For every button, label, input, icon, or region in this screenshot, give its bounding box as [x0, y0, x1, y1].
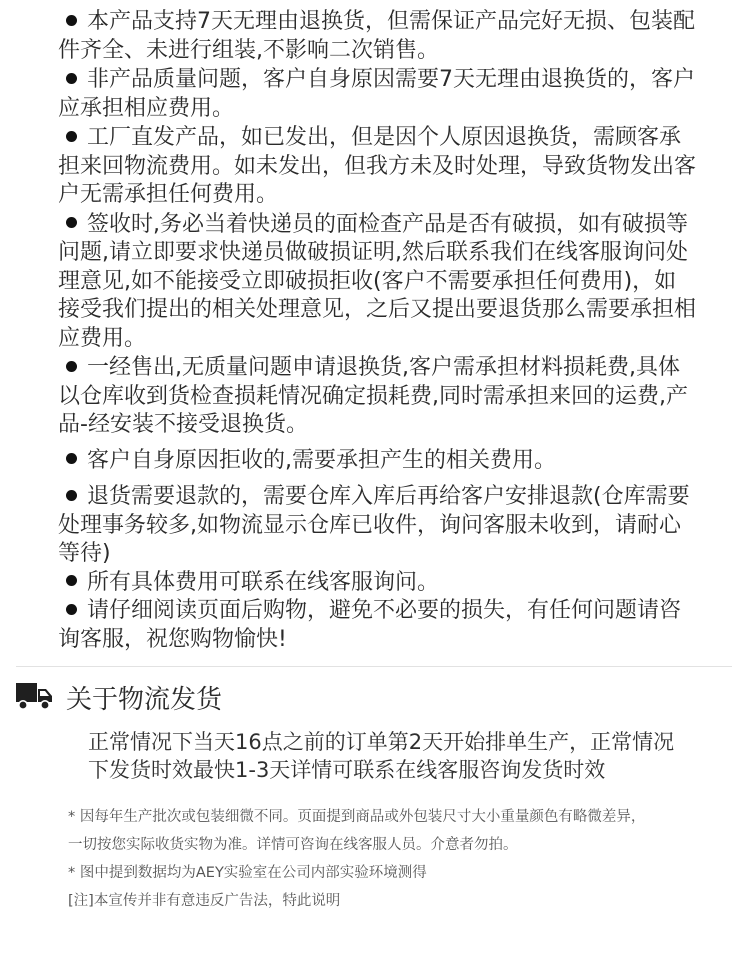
bullet-icon — [66, 15, 77, 26]
policy-item — [58, 597, 698, 654]
truck-icon — [15, 680, 53, 712]
bullet-icon — [66, 604, 77, 615]
policy-item-text: 退货需要退款的，需要仓库入库后再给客户安排退款(仓库需要处理事务较多,如物流显示仓库已收件，询问客服未收到，请耐心等待) — [58, 484, 690, 566]
bullet-icon — [66, 131, 77, 142]
policy-item-text: 工厂直发产品，如已发出，但是因个人原因退换货，需顾客承担来回物流费用。如未发出，但我方未及时处理，导致货物发出客户无需承担任何费用。 — [58, 125, 697, 207]
policy-item-text: 请仔细阅读页面后购物，避免不必要的损失，有任何问题请咨询客服，祝您购物愉快! — [58, 598, 682, 652]
policy-item-text: 签收时,务必当着快递员的面检查产品是否有破损，如有破损等问题,请立即要求快递员做破损证明,然后联系我们在线客服询问处理意见,如不能接受立即破损拒收(客户不需要承担任何费用)，如接受我们提出的相关处理意见，之后又提出要退货那么需要承担相应费用。 — [58, 211, 697, 351]
policy-item — [58, 211, 698, 354]
bullet-icon — [66, 361, 77, 372]
policy-item — [58, 483, 698, 569]
policy-item-text: 所有具体费用可联系在线客服询问。 — [87, 569, 440, 595]
bullet-icon — [66, 217, 77, 228]
section-divider — [16, 666, 732, 667]
policy-item — [58, 447, 698, 476]
bullet-icon — [66, 73, 77, 84]
after-sales-policy-list — [58, 8, 698, 654]
note-line: [注]本宣传并非有意违反广告法，特此说明 — [68, 893, 341, 909]
policy-item — [58, 354, 698, 440]
policy-item-text: 客户自身原因拒收的,需要承担产生的相关费用。 — [87, 447, 556, 473]
policy-item-text: 非产品质量问题，客户自身原因需要7天无理由退换货的，客户应承担相应费用。 — [58, 67, 695, 121]
disclaimer-notes — [68, 803, 728, 915]
bullet-icon — [66, 453, 77, 464]
logistics-title: 关于物流发货 — [66, 685, 223, 715]
bullet-icon — [66, 490, 77, 501]
bullet-icon — [66, 575, 77, 586]
policy-item — [58, 66, 698, 123]
policy-item-text: 本产品支持7天无理由退换货，但需保证产品完好无损、包装配件齐全、未进行组装,不影响二次销售。 — [58, 9, 695, 63]
policy-item-text: 一经售出,无质量问题申请退换货,客户需承担材料损耗费,具体以仓库收到货检查损耗情况确定损耗费,同时需承担来回的运费,产品-经安装不接受退换货。 — [58, 355, 688, 437]
note-line: 一切按您实际收货实物为准。详情可咨询在线客服人员。介意者勿拍。 — [68, 837, 518, 853]
policy-item — [58, 124, 698, 210]
policy-item — [58, 569, 698, 598]
logistics-description: 正常情况下当天16点之前的订单第2天开始排单生产，正常情况下发货时效最快1-3天详情可联系在线客服咨询发货时效 — [88, 730, 675, 782]
note-line: * 图中提到数据均为AEY实验室在公司内部实验环境测得 — [68, 865, 427, 881]
note-line: * 因每年生产批次或包装细微不同。页面提到商品或外包装尺寸大小重量颜色有略微差异， — [68, 809, 646, 825]
policy-item — [58, 8, 698, 65]
